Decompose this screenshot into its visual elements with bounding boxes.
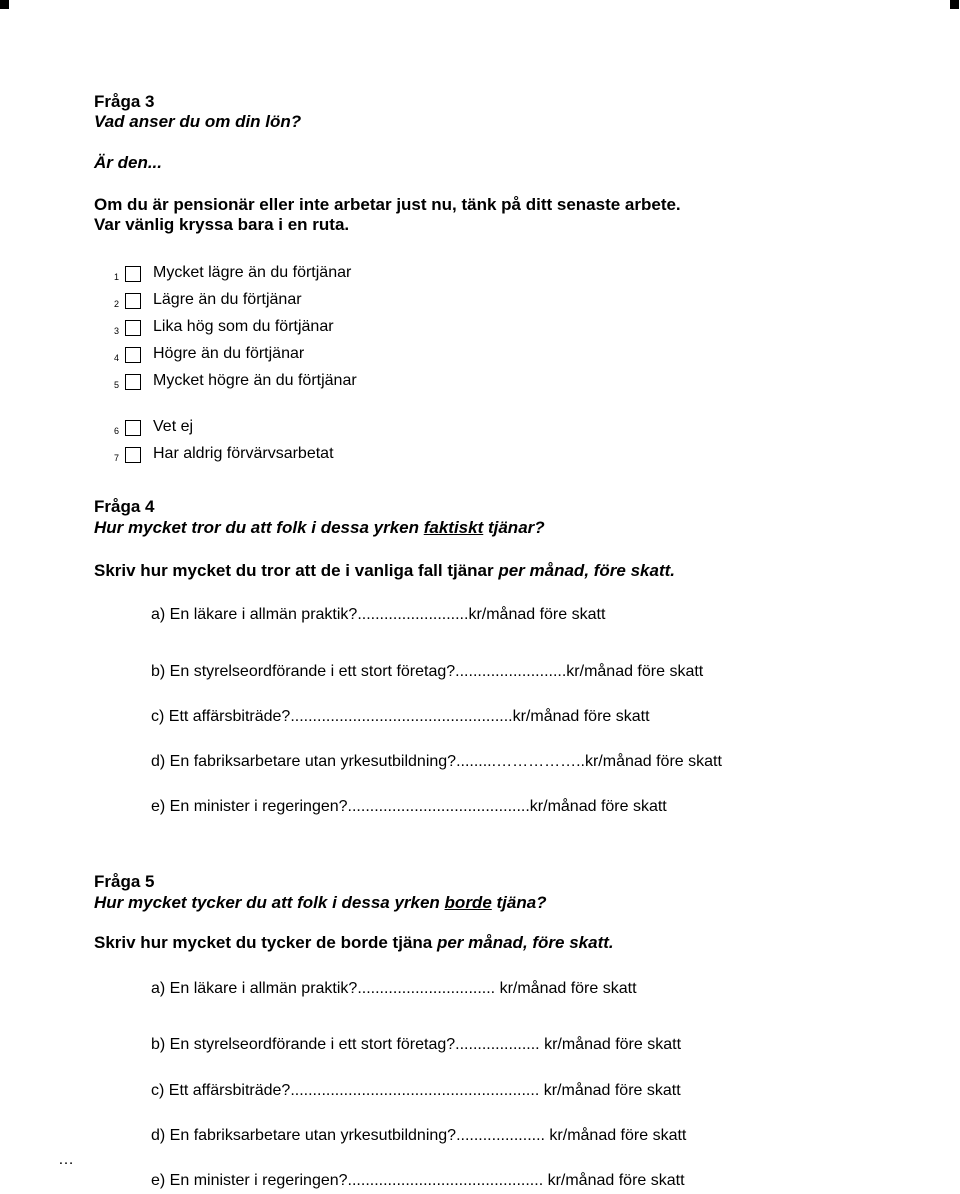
q5-instruction-emphasis: per månad, före skatt. <box>436 933 614 952</box>
q4-item-a[interactable]: a) En läkare i allmän praktik?.........................kr/månad före skatt <box>151 606 606 623</box>
q5-question <box>94 893 547 913</box>
option-number: 7 <box>114 453 120 463</box>
q4-item-c[interactable]: c) Ett affärsbiträde?..................................................kr/månad före skatt <box>151 708 650 725</box>
q5-question-text: Hur mycket tycker du att folk i dessa yrken <box>94 893 445 912</box>
q4-instruction-text: Skriv hur mycket du tror att de i vanliga fall tjänar <box>94 561 499 580</box>
option-label: Mycket högre än du förtjänar <box>153 372 357 389</box>
q3-question: Vad anser du om din lön? <box>94 112 302 131</box>
q4-instruction <box>94 561 675 581</box>
option-number: 5 <box>114 380 120 390</box>
q4-question-text: Hur mycket tror du att folk i dessa yrken <box>94 518 424 537</box>
answer-option-2[interactable] <box>114 287 302 309</box>
q3-instruction-1: Om du är pensionär eller inte arbetar just nu, tänk på ditt senaste arbete. <box>94 195 681 214</box>
answer-option-6[interactable] <box>114 414 193 436</box>
q4-item-e[interactable]: e) En minister i regeringen?.........................................kr/månad före skatt <box>151 798 667 815</box>
option-number: 4 <box>114 353 120 363</box>
answer-option-7[interactable] <box>114 441 334 463</box>
q5-item-a[interactable]: a) En läkare i allmän praktik?............................... kr/månad före skatt <box>151 980 637 997</box>
q5-heading: Fråga 5 <box>94 872 155 891</box>
q5-question-emphasis: borde <box>444 893 492 912</box>
checkbox[interactable] <box>125 374 141 390</box>
corner-mark-left <box>0 0 9 9</box>
option-label: Lika hög som du förtjänar <box>153 318 334 335</box>
answer-option-1[interactable] <box>114 260 351 282</box>
q5-question-end: tjäna? <box>491 893 547 912</box>
q5-item-e[interactable]: e) En minister i regeringen?............................................ kr/månad före skatt <box>151 1172 685 1189</box>
q3-lead: Är den... <box>94 153 163 172</box>
q3-heading: Fråga 3 <box>94 92 155 111</box>
checkbox[interactable] <box>125 447 141 463</box>
checkbox[interactable] <box>125 420 141 436</box>
option-number: 1 <box>114 272 120 282</box>
q4-instruction-emphasis: per månad, före skatt. <box>498 561 676 580</box>
checkbox[interactable] <box>125 320 141 336</box>
q3-instruction-2: Var vänlig kryssa bara i en ruta. <box>94 215 350 234</box>
answer-option-3[interactable] <box>114 314 334 336</box>
option-label: Högre än du förtjänar <box>153 345 305 362</box>
checkbox[interactable] <box>125 266 141 282</box>
footer-ellipsis: … <box>58 1151 74 1168</box>
q5-item-b[interactable]: b) En styrelseordförande i ett stort företag?................... kr/månad före skatt <box>151 1036 682 1053</box>
option-number: 6 <box>114 426 120 436</box>
answer-option-4[interactable] <box>114 341 304 363</box>
option-label: Vet ej <box>153 418 194 435</box>
option-number: 3 <box>114 326 120 336</box>
q5-item-d[interactable]: d) En fabriksarbetare utan yrkesutbildning?.................... kr/månad före skatt <box>151 1127 687 1144</box>
option-label: Lägre än du förtjänar <box>153 291 302 308</box>
corner-mark-right <box>950 0 959 9</box>
q4-item-d[interactable]: d) En fabriksarbetare utan yrkesutbildning?.........……………..kr/månad före skatt <box>151 753 722 770</box>
checkbox[interactable] <box>125 293 141 309</box>
q5-instruction <box>94 933 614 953</box>
answer-option-5[interactable] <box>114 368 357 390</box>
q5-item-c[interactable]: c) Ett affärsbiträde?........................................................ kr/månad före skatt <box>151 1082 681 1099</box>
q4-question-emphasis: faktiskt <box>423 518 484 537</box>
checkbox[interactable] <box>125 347 141 363</box>
option-number: 2 <box>114 299 120 309</box>
option-label: Har aldrig förvärvsarbetat <box>153 445 334 462</box>
q5-instruction-text: Skriv hur mycket du tycker de borde tjäna <box>94 933 437 952</box>
q4-question-end: tjänar? <box>483 518 545 537</box>
q4-heading: Fråga 4 <box>94 497 155 516</box>
q4-question <box>94 518 545 538</box>
q4-item-b[interactable]: b) En styrelseordförande i ett stort företag?.........................kr/månad före skatt <box>151 663 704 680</box>
option-label: Mycket lägre än du förtjänar <box>153 264 352 281</box>
